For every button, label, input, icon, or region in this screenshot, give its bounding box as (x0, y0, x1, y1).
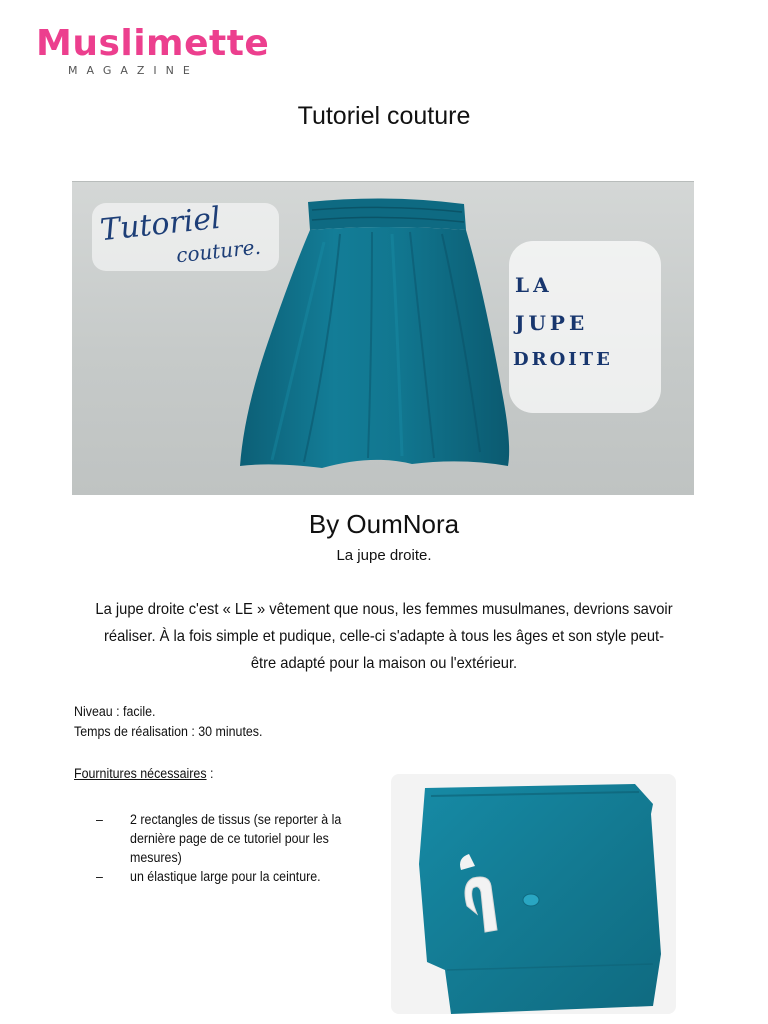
la-jupe-droite-badge (509, 241, 661, 413)
badge-tutoriel-text: Tutoriel (98, 200, 223, 249)
logo-wordmark: Muslimette (36, 23, 270, 64)
badge-couture-text: couture. (174, 234, 262, 268)
supplies-list (96, 810, 354, 886)
supplies-heading (74, 766, 213, 781)
tutoriel-couture-badge (92, 200, 279, 271)
badge-line-droite: DROITE (513, 349, 613, 370)
hero-skirt-photo (72, 181, 694, 495)
author-byline: By OumNora (308, 509, 460, 539)
list-item (96, 810, 354, 867)
fabric-supplies-photo (391, 774, 676, 1014)
logo-tagline: MAGAZINE (68, 64, 199, 77)
list-dash: – (96, 869, 103, 884)
supplies-heading-colon: : (206, 766, 214, 781)
duration: Temps de réalisation : 30 minutes. (74, 724, 263, 739)
list-item (96, 867, 354, 886)
difficulty-level: Niveau : facile. (74, 704, 156, 719)
magazine-logo (36, 24, 276, 78)
list-item-text: 2 rectangles de tissus (se reporter à la dernière page de ce tutoriel pour les mesures) (130, 812, 342, 865)
intro-paragraph: La jupe droite c'est « LE » vêtement que nous, les femmes musulmanes, devrions savoir réaliser. À la fois simple et pudique, celle-ci s'adapte à tous les âges et son style peut-être adapté pour la maison ou l'extérieur. (95, 601, 673, 672)
badge-line-jupe: JUPE (515, 311, 589, 335)
tutorial-meta (74, 702, 262, 742)
list-item-text: un élastique large pour la ceinture. (130, 869, 321, 884)
tutorial-subtitle: La jupe droite. (336, 547, 432, 564)
fabric-illustration (391, 774, 676, 1014)
document-title: Tutoriel couture (297, 102, 471, 130)
badge-line-la: LA (515, 273, 553, 297)
list-dash: – (96, 812, 103, 827)
supplies-heading-label: Fournitures nécessaires (74, 766, 207, 781)
